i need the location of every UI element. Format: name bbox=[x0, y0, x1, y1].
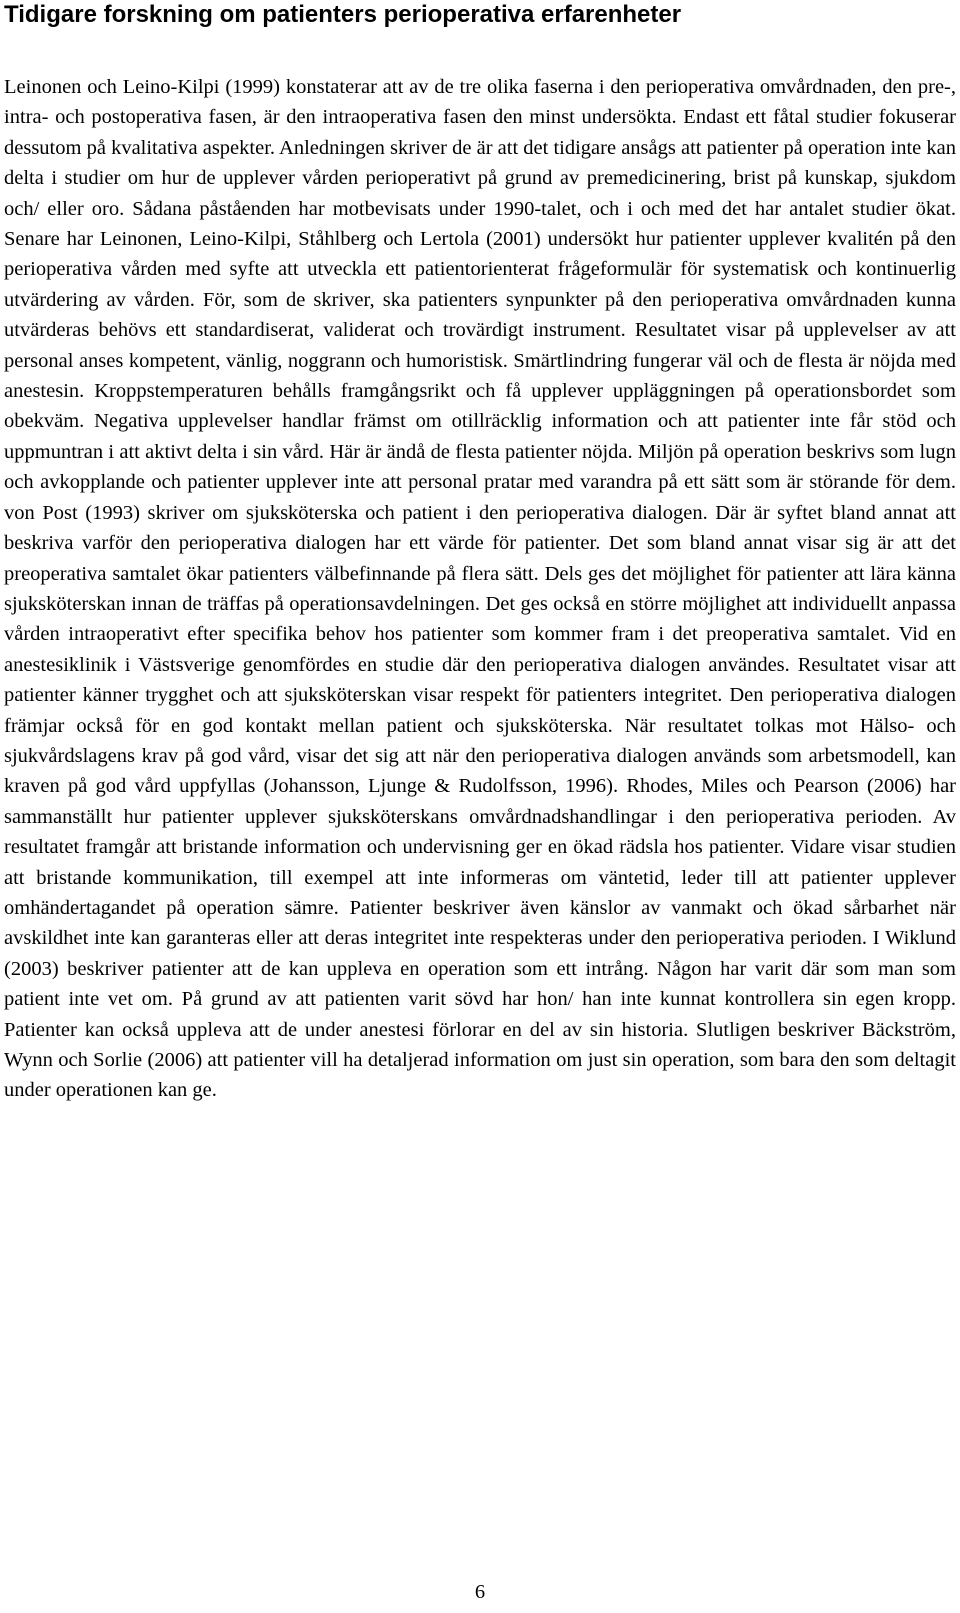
body-paragraph: Leinonen och Leino-Kilpi (1999) konstaterar att av de tre olika faserna i den perioperativa omvårdnaden, den pre-, intra- och postoperativa fasen, är den intraoperativa fasen den minst undersökta. Endast ett fåtal studier fokuserar dessutom på kvalitativa aspekter. Anledningen skriver de är att det tidigare ansågs att patienter på operation inte kan delta i studier om hur de upplever vården perioperativt på grund av premedicinering, brist på kunskap, sjukdom och/ eller oro. Sådana påståenden har motbevisats under 1990-talet, och i och med det har antalet studier ökat. Senare har Leinonen, Leino-Kilpi, Ståhlberg och Lertola (2001) undersökt hur patienter upplever kvalitén på den perioperativa vården med syfte att utveckla ett patientorienterat frågeformulär för systematisk och kontinuerlig utvärdering av vården. För, som de skriver, ska patienters synpunkter på den perioperativa omvårdnaden kunna utvärderas behövs ett standardiserat, validerat och trovärdigt instrument. Resultatet visar på upplevelser av att personal anses kompetent, vänlig, noggrann och humoristisk. Smärtlindring fungerar väl och de flesta är nöjda med anestesin. Kroppstemperaturen behålls framgångsrikt och få upplever uppläggningen på operationsbordet som obekväm. Negativa upplevelser handlar främst om otillräcklig information och att patienter inte får stöd och uppmuntran i att aktivt delta i sin vård. Här är ändå de flesta patienter nöjda. Miljön på operation beskrivs som lugn och avkopplande och patienter upplever inte att personal pratar med varandra på ett sätt som är störande för dem. von Post (1993) skriver om sjuksköterska och patient i den perioperativa dialogen. Där är syftet bland annat att beskriva varför den perioperativa dialogen har ett värde för patienter. Det som bland annat visar sig är att det preoperativa samtalet ökar patienters välbefinnande på flera sätt. Dels ges det möjlighet för patienter att lära känna sjuksköterskan innan de träffas på operationsavdelningen. Det ges också en större möjlighet att individuellt anpassa vården intraoperativt efter specifika behov hos patienter som kommer fram i det preoperativa samtalet. Vid en anestesiklinik i Västsverige genomfördes en studie där den perioperativa dialogen användes. Resultatet visar att patienter känner trygghet och att sjuksköterskan visar respekt för patienters integritet. Den perioperativa dialogen främjar också för en god kontakt mellan patient och sjuksköterska. När resultatet tolkas mot Hälso- och sjukvårdslagens krav på god vård, visar det sig att när den perioperativa dialogen används som arbetsmodell, kan kraven på god vård uppfyllas (Johansson, Ljunge & Rudolfsson, 1996). Rhodes, Miles och Pearson (2006) har sammanställt hur patienter upplever sjuksköterskans omvårdnadshandlingar i den perioperativa perioden. Av resultatet framgår att bristande information och undervisning ger en ökad rädsla hos patienter. Vidare visar studien att bristande kommunikation, till exempel att inte informeras om väntetid, leder till att patienter upplever omhändertagandet på operation sämre. Patienter beskriver även känslor av vanmakt och ökad sårbarhet när avskildhet inte kan garanteras eller att deras integritet inte respekteras under den perioperativa perioden. I Wiklund (2003) beskriver patienter att de kan uppleva en operation som ett intrång. Någon har varit där som man som patient inte vet om. På grund av att patienten varit sövd har hon/ han inte kunnat kontrollera sin egen kropp. Patienter kan också uppleva att de under anestesi förlorar en del av sin historia. Slutligen beskriver Bäckström, Wynn och Sorlie (2006) att patienter vill ha detaljerad information om just sin operation, som bara den som deltagit under operationen kan ge. bbox=[4, 76, 956, 1102]
section-heading: Tidigare forskning om patienters perioperativa erfarenheter bbox=[4, 1, 682, 28]
page-number: 6 bbox=[474, 1581, 486, 1603]
